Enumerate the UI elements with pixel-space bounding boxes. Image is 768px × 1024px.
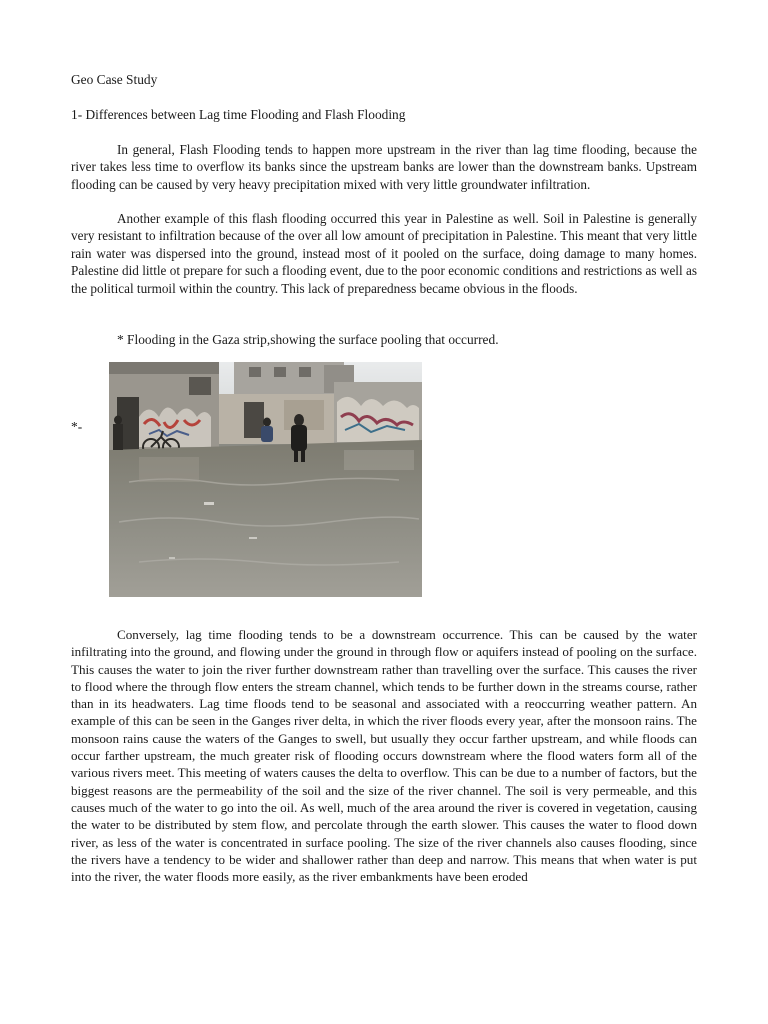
paragraph-palestine: Another example of this flash flooding occurred this year in Palestine as well. Soil in Palestine is generally very resistant to infiltration because of the over all low amount of precipitation in Palestine. This meant that very little rain water was dispersed into the ground, instead most of it pooled on the surface, doing damage to many homes. Palestine did little ot prepare for such a flooding event, due to the poor economic conditions and restrictions as well as the political turmoil within the country. This lack of preparedness became obvious in the floods. <box>71 211 697 296</box>
paragraph-lag-time-flooding: Conversely, lag time flooding tends to be a downstream occurrence. This can be caused by the water infiltrating into the ground, and flowing under the ground in through flow or aquifers instead of pooling on the surface. This causes the water to join the river further downstream rather than travelling over the surface. This causes the river to flood where the through flow enters the stream channel, which tends to be further down in the streams course, rather than in its headwaters. Lag time floods tend to be seasonal and associated with a reoccurring weather pattern. An example of this can be seen in the Ganges river delta, in which the river floods every year, after the monsoon rains. The monsoon rains cause the waters of the Ganges to swell, but usually they occur farther upstream, and while floods can occur farther upstream, the much greater risk of flooding occurs downstream where the flood waters form all of the various rivers meet. This meeting of waters causes the delta to overflow. This can be due to a number of factors, but the biggest reasons are the permeability of the soil and the size of the river channel. The soil is very permeable, and this causes much of the water to go into the oil. As well, much of the area around the river is covered in vegetation, causing the water to be distributed by stem flow, and percolate through the earth slower. This causes the water to flood down river, as less of the water is concentrated in surface pooling. The size of the river channels also causes flooding, since the rivers have a tendency to be wider and shallower rather than deep and narrow. This means that when water is put into the river, the water floods more easily, as the river embankments have been eroded <box>71 627 697 885</box>
paragraph-flash-flooding: In general, Flash Flooding tends to happen more upstream in the river than lag time flooding, because the river takes less time to overflow its banks since the upstream banks are lower than the downstream banks. Upstream flooding can be caused by very heavy precipitation mixed with very little groundwater infiltration. <box>71 142 697 192</box>
figure-marker: *- <box>71 419 83 434</box>
flood-photo <box>109 362 422 597</box>
figure-caption: * Flooding in the Gaza strip,showing the surface pooling that occurred. <box>117 332 499 347</box>
section-heading: 1- Differences between Lag time Flooding and Flash Flooding <box>71 107 406 122</box>
document-title: Geo Case Study <box>71 72 158 87</box>
flood-photo-illustration <box>109 362 422 597</box>
